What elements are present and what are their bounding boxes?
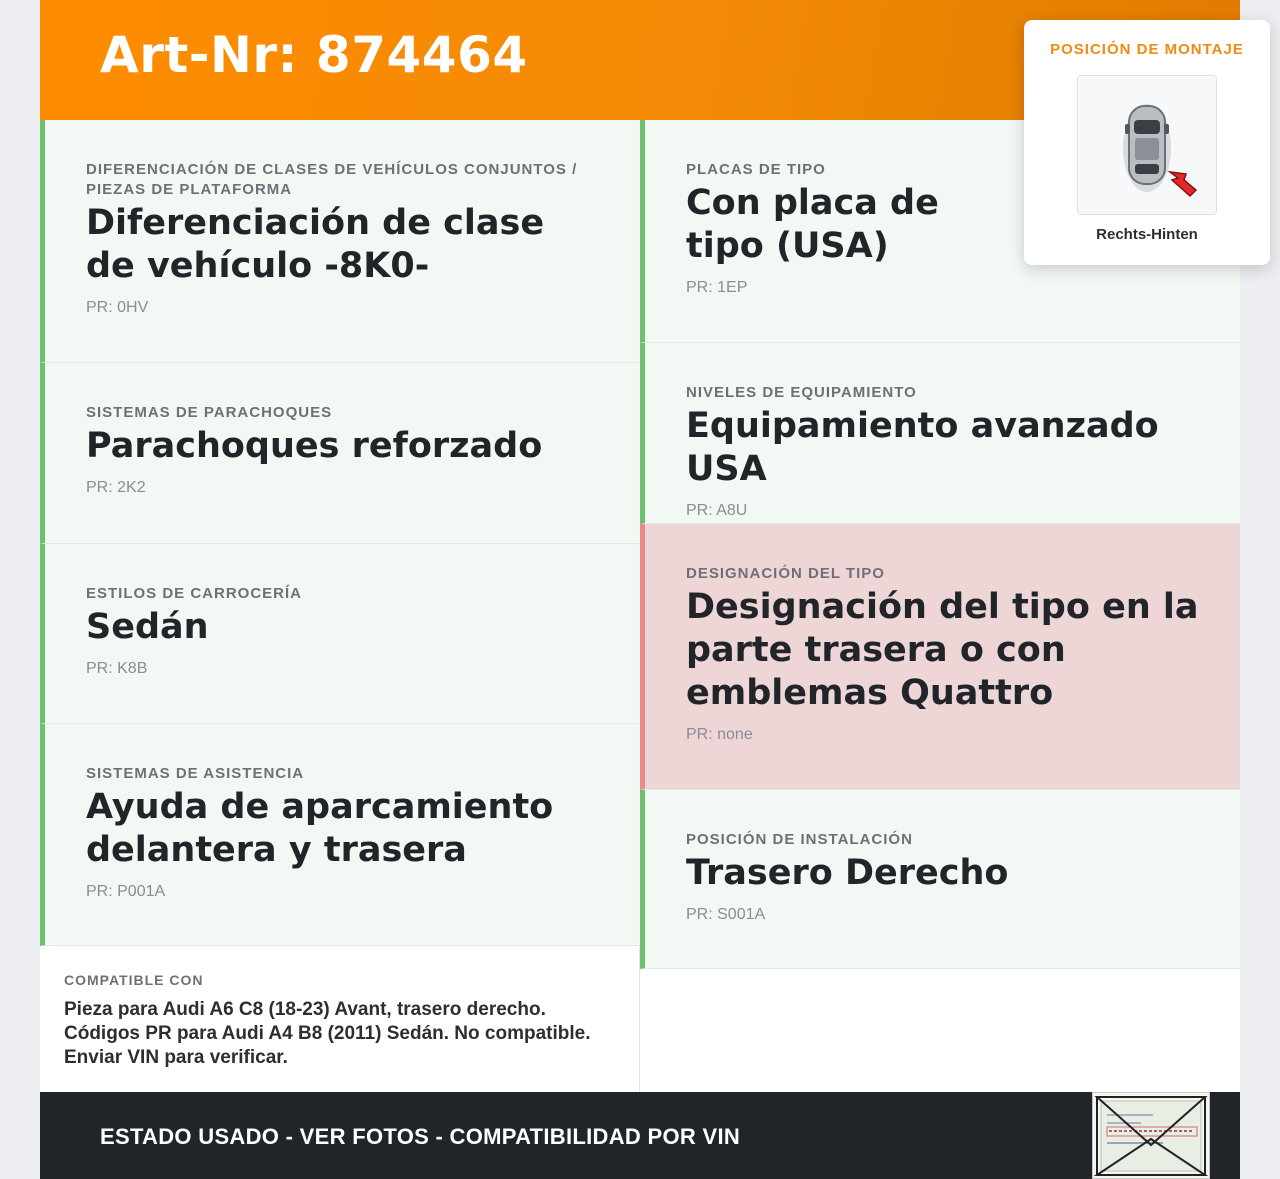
spec-category: NIVELES DE EQUIPAMIENTO xyxy=(686,384,917,401)
spec-value: Trasero Derecho xyxy=(686,853,1009,893)
compatibility-box xyxy=(40,946,640,1092)
spec-pr-code: PR: A8U xyxy=(686,502,748,519)
spec-card xyxy=(40,363,640,544)
spec-pr-code: PR: P001A xyxy=(86,883,166,900)
spec-value: Ayuda de aparcamiento delantera y trasera xyxy=(86,787,554,870)
compatibility-text: Pieza para Audi A6 C8 (18-23) Avant, trasero derecho. Códigos PR para Audi A4 B8 (2011) Sedán. No compatible. Enviar VIN para verificar. xyxy=(64,999,591,1068)
spec-card xyxy=(40,724,640,946)
left-column xyxy=(40,120,640,946)
spec-pr-code: PR: 2K2 xyxy=(86,479,146,496)
mounting-position-label: Rechts-Hinten xyxy=(1096,226,1198,243)
spec-pr-code: PR: 0HV xyxy=(86,299,149,316)
letter-envelope-icon xyxy=(1092,1092,1210,1179)
page xyxy=(40,0,1244,1179)
spec-category: DIFERENCIACIÓN DE CLASES DE VEHÍCULOS CONJUNTOS / PIEZAS DE PLATAFORMA xyxy=(86,161,578,198)
spec-pr-code: PR: none xyxy=(686,726,753,743)
mounting-position-card xyxy=(1024,20,1270,265)
spec-value: Equipamiento avanzado USA xyxy=(686,406,1159,489)
spec-category: POSICIÓN DE INSTALACIÓN xyxy=(686,831,913,848)
spec-card-warning xyxy=(640,524,1240,790)
car-top-view-icon xyxy=(1077,75,1217,215)
spec-value: Parachoques reforzado xyxy=(86,426,543,466)
page-title: Art-Nr: 874464 xyxy=(100,26,528,84)
spec-category: ESTILOS DE CARROCERÍA xyxy=(86,585,303,602)
footer-banner xyxy=(40,1092,1240,1179)
spec-category: SISTEMAS DE ASISTENCIA xyxy=(86,765,305,782)
spec-value: Sedán xyxy=(86,607,209,647)
spec-category: SISTEMAS DE PARACHOQUES xyxy=(86,404,333,421)
spec-card xyxy=(640,343,1240,524)
spec-category: PLACAS DE TIPO xyxy=(686,161,826,178)
spec-value: Designación del tipo en la parte trasera o con emblemas Quattro xyxy=(686,587,1199,713)
spec-value: Diferenciación de clase de vehículo -8K0- xyxy=(86,203,545,286)
spec-card xyxy=(40,120,640,363)
spec-pr-code: PR: K8B xyxy=(86,660,148,677)
footer-text: ESTADO USADO - VER FOTOS - COMPATIBILIDAD POR VIN xyxy=(100,1124,741,1149)
spec-card xyxy=(640,790,1240,969)
compatibility-label: COMPATIBLE CON xyxy=(64,972,204,988)
spec-pr-code: PR: S001A xyxy=(686,906,766,923)
spec-card xyxy=(40,544,640,724)
spec-pr-code: PR: 1EP xyxy=(686,279,748,296)
mounting-position-title: POSICIÓN DE MONTAJE xyxy=(1050,41,1244,58)
spec-category: DESIGNACIÓN DEL TIPO xyxy=(686,565,885,582)
spec-value: Con placa de tipo (USA) xyxy=(686,183,939,266)
